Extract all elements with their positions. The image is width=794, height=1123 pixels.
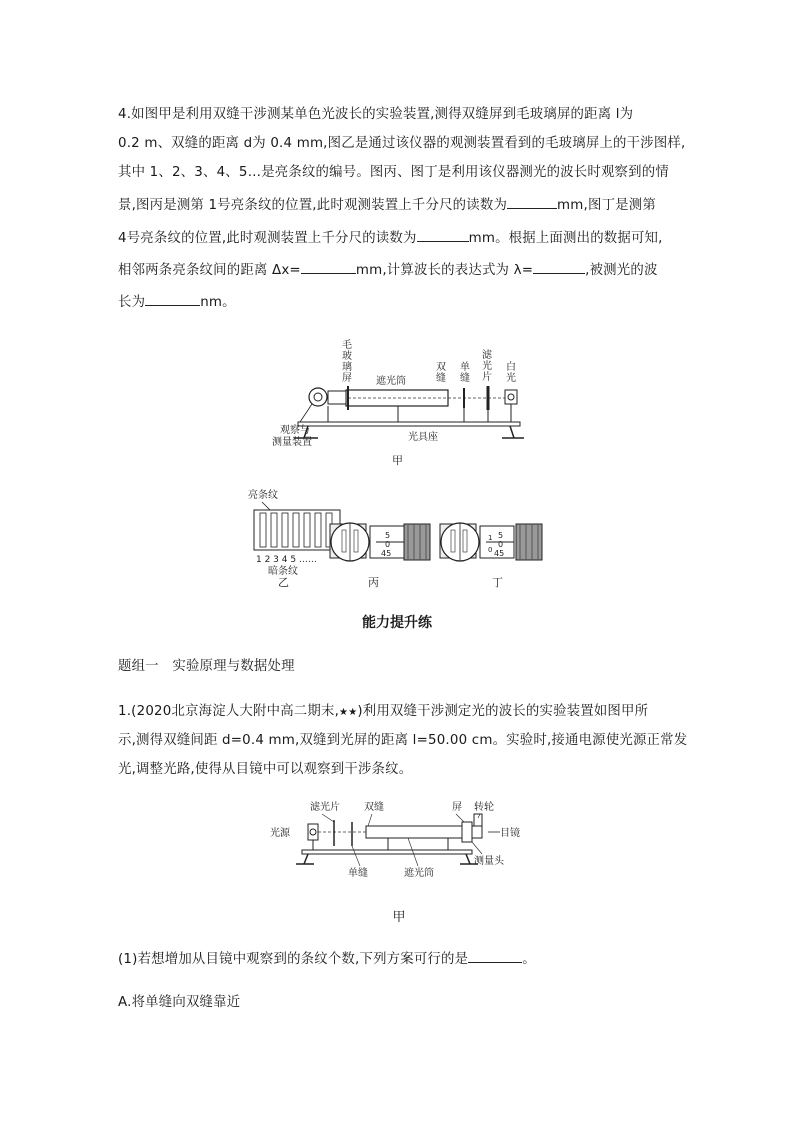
svg-text:片: 片 [482,372,492,383]
q1-line1-text-b: )利用双缝干涉测定光的波长的实验装置如图甲所 [357,704,649,719]
optical-bench-shape [298,422,520,426]
svg-text:双: 双 [436,362,446,373]
micrometer-bing [330,523,430,561]
micrometer-ding [440,523,542,561]
label-q1-tube: 遮光筒 [404,868,434,879]
svg-text:白: 白 [506,362,516,373]
label-q1-eyepiece: 目镜 [500,828,520,839]
tube-shape [346,390,448,406]
svg-text:单: 单 [460,362,470,373]
caption-jia: 甲 [392,454,403,467]
q1-bench-shape [302,850,472,854]
label-observe-1: 观察与 [280,425,310,436]
svg-text:缝: 缝 [460,373,470,384]
label-q1-single: 单缝 [348,868,368,879]
option-a[interactable]: A.将单缝向双缝靠近 [118,995,241,1010]
fringe-pattern-yi [254,510,340,550]
q4-line6-text-c: ,被测光的波 [585,263,658,278]
bing-scale-5: 5 [385,531,391,540]
label-bright: 亮条纹 [248,490,278,501]
q4-line4-text-a: 景,图丙是测第 1号亮条纹的位置,此时观测装置上千分尺的读数为 [118,198,508,213]
ding-main-0: 0 [488,546,493,554]
q4-line7-text-a: 长为 [118,295,146,310]
bing-scale-0: 0 [385,540,391,549]
group-title: 题组一 实验原理与数据处理 [118,659,295,674]
light-source-shape [505,390,517,404]
q4-line4-text-b: mm,图丁是测第 [557,198,656,213]
svg-text:缝: 缝 [436,373,446,384]
svg-text:玻: 玻 [342,351,352,362]
label-observe-2: 测量装置 [272,437,312,448]
q4-line7-text-b: nm。 [200,295,236,310]
q1-sub1 [118,945,688,974]
q4-line3: 其中 1、2、3、4、5…是亮条纹的编号。图丙、图丁是利用该仪器测光的波长时观察到的情 [118,165,669,180]
label-q1-screen: 屏 [452,802,462,813]
q4-line6 [118,256,688,285]
q4-line2: 0.2 m、双缝的距离 d为 0.4 mm,图乙是通过该仪器的观测装置看到的毛玻璃屏上的干涉图样, [118,136,686,151]
svg-text:璃: 璃 [342,362,352,373]
ding-scale-45: 45 [494,549,505,558]
figure-fringes [244,486,554,594]
difficulty-stars-icon: ★★ [339,707,358,718]
section-title: 能力提升练 [362,615,432,631]
q1-line3: 光,调整光路,使得从目镜中可以观察到干涉条纹。 [118,762,413,777]
caption-ding: 丁 [492,576,503,589]
q4-line5 [118,224,688,253]
label-numbers: 1 2 3 4 5 …… [256,555,317,565]
q1-line1 [118,697,688,727]
q1-line1-text-a: 1.(2020北京海淀人大附中高二期末, [118,704,340,719]
label-q1-wheel: 转轮 [474,802,494,813]
answer-blank-4[interactable] [533,259,585,274]
label-tube: 遮光筒 [376,376,406,387]
q4-line5-text-b: mm。根据上面测出的数据可知, [468,231,663,246]
q4-line6-text-a: 相邻两条亮条纹间的距离 Δx= [118,263,301,278]
bing-scale-45: 45 [381,549,392,558]
answer-blank-6[interactable] [468,948,522,963]
q4-line5-text-a: 4号亮条纹的位置,此时观测装置上千分尺的读数为 [118,231,417,246]
label-bench: 光具座 [408,432,438,443]
q4-line6-text-b: mm,计算波长的表达式为 λ= [355,263,534,278]
q1-sub1-text-a: (1)若想增加从目镜中观察到的条纹个数,下列方案可行的是 [118,952,469,967]
figure-apparatus-jia [268,334,530,474]
svg-text:光: 光 [506,373,516,384]
q4-line1: 4.如图甲是利用双缝干涉测某单色光波长的实验装置,测得双缝屏到毛玻璃屏的距离 l为 [118,107,634,122]
ding-scale-0: 0 [498,540,504,549]
q1-line2: 示,测得双缝间距 d=0.4 mm,双缝到光屏的距离 l=50.00 cm。实验时,接通电源使光源正常发 [118,733,688,748]
q4-line7 [118,288,688,317]
label-q1-filter: 滤光片 [310,802,340,813]
caption-q1-jia: 甲 [392,910,406,925]
q1-tube-shape [366,826,462,838]
figure-apparatus-q1 [268,796,558,890]
label-q1-source: 光源 [270,828,290,839]
q4-line4 [118,191,688,220]
label-screen-1: 毛 [342,340,352,351]
svg-text:光: 光 [482,361,492,372]
answer-blank-2[interactable] [417,227,469,242]
ding-main-1: 1 [488,534,493,542]
label-q1-double: 双缝 [364,802,384,813]
caption-yi: 乙 [278,576,289,589]
label-q1-head: 测量头 [474,856,504,867]
caption-bing: 丙 [368,576,379,589]
answer-blank-1[interactable] [507,194,557,209]
q1-sub1-text-b: 。 [522,952,536,967]
svg-text:滤: 滤 [482,350,492,361]
ding-scale-5: 5 [498,531,504,540]
svg-text:屏: 屏 [342,373,352,384]
label-dark: 暗条纹 [268,566,298,577]
answer-blank-3[interactable] [301,259,356,274]
answer-blank-5[interactable] [145,291,200,306]
